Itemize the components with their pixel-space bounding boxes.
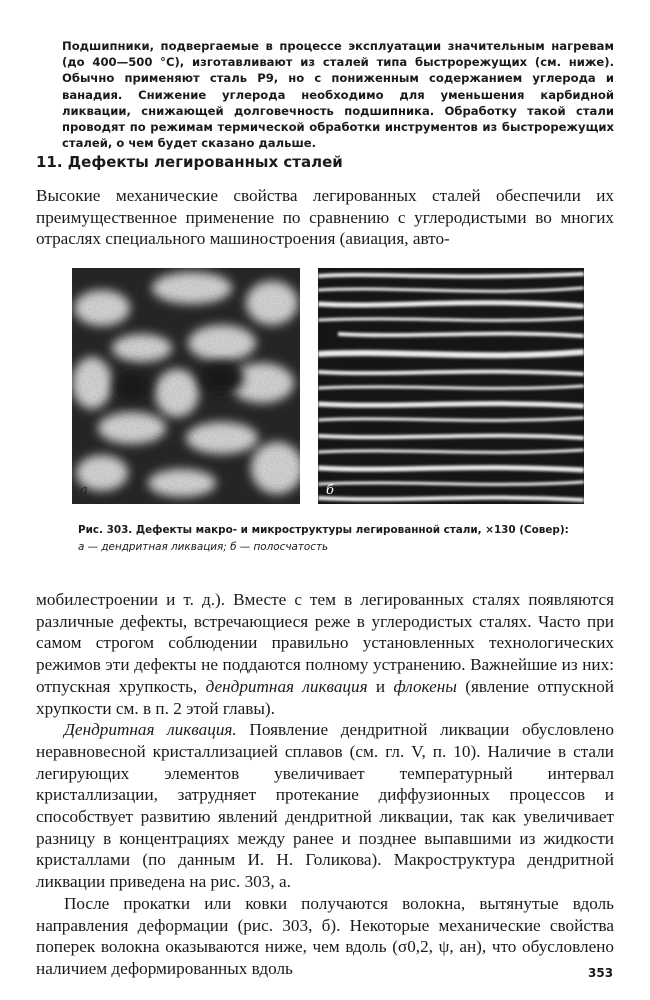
caption-line-2: а — дендритная ликвация; б — полосчатость — [78, 541, 329, 553]
term-flakes: флокены — [393, 676, 457, 696]
paragraph-continuation — [36, 589, 614, 719]
continuation-text-3: (явление отпускной хрупкости см. в п. 2 этой главы). — [36, 676, 614, 718]
figure-caption — [78, 522, 598, 556]
continuation-text-2: и — [367, 676, 394, 696]
main-text — [36, 589, 614, 980]
intro-paragraph: Высокие механические свойства легированных сталей обеспечили их преимущественное применение по сравнению с углеродистыми во многих отраслях специального машиностроения (авиация, авто- — [36, 186, 614, 249]
figure-label-a: а — [80, 483, 88, 498]
banding-photo — [318, 268, 584, 504]
page-number: 353 — [588, 966, 614, 980]
term-dendritic: дендритная ликвация — [205, 676, 368, 696]
top-paragraph: Подшипники, подвергаемые в процессе эксплуатации значительным нагревам (до 400—500 °С), изготавливают из сталей типа быстрорежущих (см. ниже). Обычно применяют сталь Р9, но с пониженным содержанием углерода и ванадия. Снижение углерода необходимо для уменьшения карбидной ликвации, снижающей долговечность подшипника. Обработку такой стали проводят по режимам термической обработки инструментов из быстрорежущих сталей, о чем будет сказано дальше. — [62, 39, 614, 151]
caption-line-1: Рис. 303. Дефекты макро- и микроструктуры легированной стали, ×130 (Совер): — [78, 524, 569, 536]
figure-303 — [72, 268, 584, 504]
section-heading: 11. Дефекты легированных сталей — [36, 153, 343, 171]
dendritic-text: Появление дендритной ликвации обусловлено неравновесной кристаллизацией сплавов (см. гл. V, п. 10). Наличие в стали легирующих элементов увеличивает температурный интервал кристаллизации, затрудняет протекание диффузионных процессов и способствует развитию явлений дендритной ликвации, так как увеличивает разницу в концентрациях между ранее и позднее выпавшими из жидкости кристаллами (по данным И. Н. Голикова). Макроструктура дендритной ликвации приведена на рис. 303, а. — [36, 720, 614, 892]
figure-label-b: б — [326, 483, 334, 498]
paragraph-rolling: После прокатки или ковки получаются волокна, вытянутые вдоль направления деформации (рис. 303, б). Некоторые механические свойства поперек волокна оказываются ниже, чем вдоль (σ0,2, ψ, aн), что обусловлено наличием деформированных вдоль — [36, 893, 614, 978]
paragraph-dendritic — [36, 719, 614, 893]
continuation-text-1: мобилестроении и т. д.). Вместе с тем в легированных сталях появляются различные дефекты, встречающиеся реже в углеродистых сталях. Часто при самом строгом соблюдении правильно установленных технологических режимов эти дефекты не поддаются полному устранению. Важнейшие из них: отпускная хрупкость, — [36, 590, 614, 696]
term-dendritic-heading: Дендритная ликвация. — [64, 720, 237, 740]
dendritic-segregation-photo — [72, 268, 300, 504]
